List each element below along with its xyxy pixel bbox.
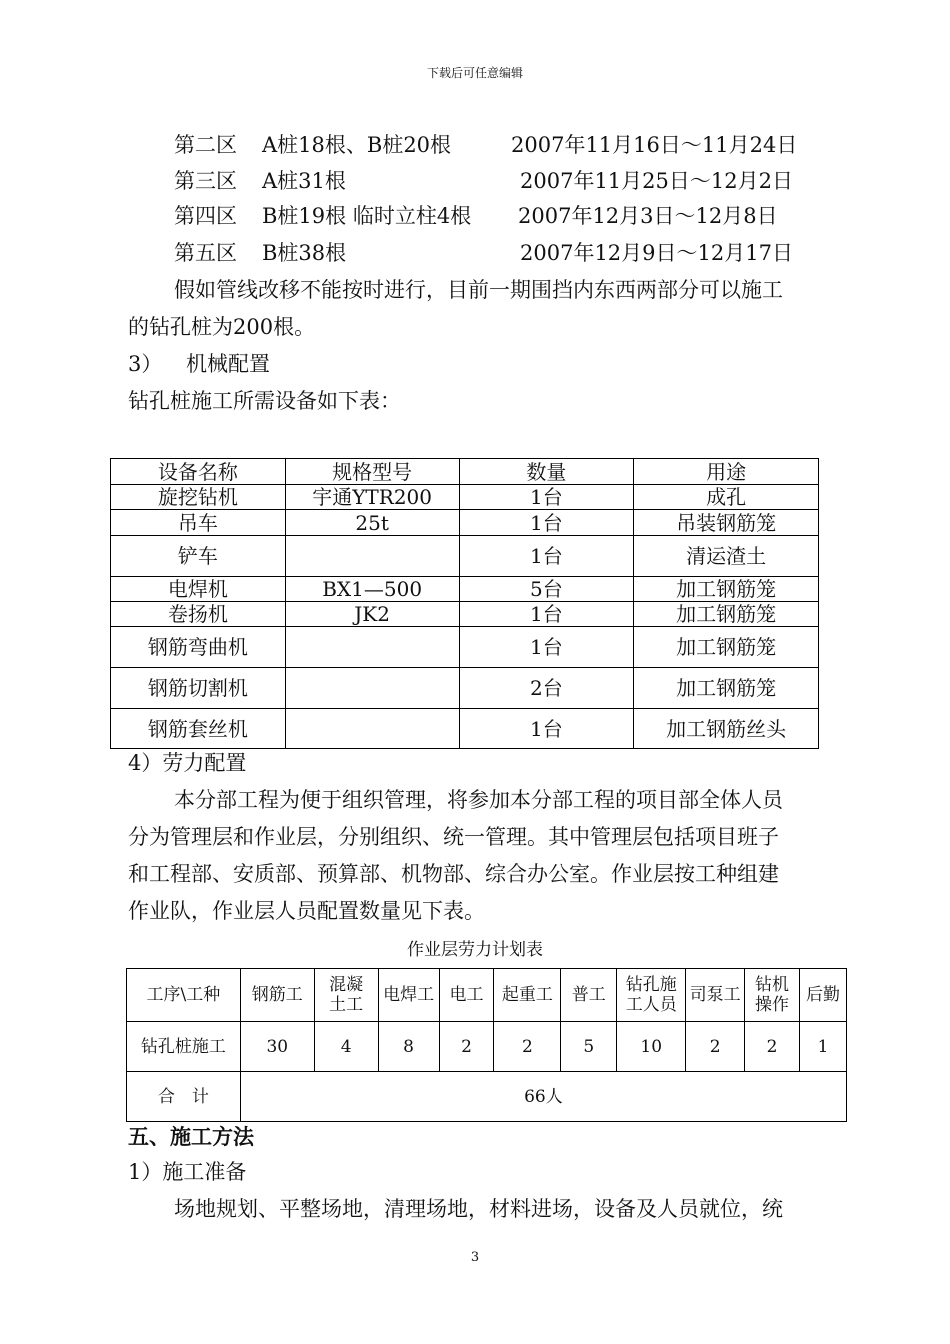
cell: 宇通YTR200 (285, 485, 459, 510)
section-heading (128, 350, 528, 378)
cell: 钢筋弯曲机 (111, 627, 286, 668)
header-text: 钻机 (755, 975, 790, 995)
cell (285, 709, 459, 749)
cell: 加工钢筋丝头 (634, 709, 819, 749)
header-cell (314, 969, 378, 1022)
paragraph-line: 和工程部、安质部、预算部、机物部、综合办公室。作业层按工种组建 (128, 862, 779, 886)
table-header-row (127, 969, 847, 1022)
cell (285, 668, 459, 709)
page-header: 下载后可任意编辑 (426, 66, 523, 80)
header-cell (561, 969, 617, 1022)
header-cell (745, 969, 800, 1022)
cell: 钢筋套丝机 (111, 709, 286, 749)
header-text: 钻孔施 (625, 975, 677, 995)
header-text: 电焊工 (383, 985, 435, 1005)
header-cell (686, 969, 745, 1022)
zone-line (0, 131, 950, 159)
header-cell (127, 969, 241, 1022)
cell: 加工钢筋笼 (634, 627, 819, 668)
cell: 1台 (459, 510, 634, 536)
chapter-heading: 五、施工方法 (128, 1124, 254, 1149)
table-row (111, 577, 819, 602)
header-cell: 用途 (634, 459, 819, 485)
cell: 8 (378, 1022, 439, 1072)
table-row (111, 602, 819, 627)
header-text: 钢筋工 (251, 985, 303, 1005)
cell: 1台 (459, 602, 634, 627)
cell: 钻孔桩施工 (127, 1022, 241, 1072)
cell: 清运渣土 (634, 536, 819, 577)
table-total-row (127, 1072, 847, 1122)
total-value: 66人 (240, 1072, 846, 1122)
table-row (127, 1022, 847, 1072)
cell: 2台 (459, 668, 634, 709)
zone-name: 第二区 (174, 133, 237, 157)
labor-plan-table (126, 968, 847, 1122)
section-number: 3） (128, 352, 163, 376)
cell: BX1—500 (285, 577, 459, 602)
cell: 1 (800, 1022, 847, 1072)
table-row (111, 627, 819, 668)
table-row (111, 668, 819, 709)
table-row (111, 510, 819, 536)
cell: 10 (617, 1022, 686, 1072)
cell: 2 (686, 1022, 745, 1072)
cell (285, 536, 459, 577)
cell: 加工钢筋笼 (634, 668, 819, 709)
cell: 30 (240, 1022, 314, 1072)
zone-piles: A桩18根、B桩20根 (262, 133, 452, 157)
cell: 电焊机 (111, 577, 286, 602)
header-cell: 设备名称 (111, 459, 286, 485)
zone-piles: B桩19根 临时立柱4根 (262, 204, 472, 228)
header-cell (439, 969, 494, 1022)
zone-line (0, 202, 950, 230)
total-label: 合 计 (127, 1072, 241, 1122)
header-cell (378, 969, 439, 1022)
cell: 25t (285, 510, 459, 536)
cell: 卷扬机 (111, 602, 286, 627)
header-cell (800, 969, 847, 1022)
header-cell: 数量 (459, 459, 634, 485)
header-text: 工序\工种 (146, 985, 221, 1005)
paragraph-line: 本分部工程为便于组织管理，将参加本分部工程的项目部全体人员 (174, 788, 783, 812)
table-row (111, 536, 819, 577)
cell: 1台 (459, 627, 634, 668)
zone-name: 第四区 (174, 204, 237, 228)
paragraph-line: 作业队，作业层人员配置数量见下表。 (128, 899, 485, 923)
zone-piles: B桩38根 (262, 241, 347, 265)
cell (285, 627, 459, 668)
header-text: 混凝 (329, 975, 364, 995)
zone-dates: 2007年11月16日～11月24日 (511, 133, 798, 157)
table-row (111, 485, 819, 510)
cell: 钢筋切割机 (111, 668, 286, 709)
header-text: 起重工 (501, 985, 553, 1005)
cell: 吊车 (111, 510, 286, 536)
header-text: 电工 (449, 985, 484, 1005)
table-row (111, 709, 819, 749)
cell: 2 (494, 1022, 561, 1072)
header-cell (494, 969, 561, 1022)
cell: 1台 (459, 485, 634, 510)
zone-dates: 2007年12月9日～12月17日 (520, 241, 793, 265)
header-cell (617, 969, 686, 1022)
cell: 4 (314, 1022, 378, 1072)
header-text: 司泵工 (689, 985, 741, 1005)
zone-dates: 2007年11月25日～12月2日 (520, 169, 793, 193)
header-text: 土工 (329, 995, 364, 1015)
header-text: 普工 (571, 985, 606, 1005)
header-cell (240, 969, 314, 1022)
cell: 2 (745, 1022, 800, 1072)
cell: 成孔 (634, 485, 819, 510)
cell: 铲车 (111, 536, 286, 577)
equipment-intro: 钻孔桩施工所需设备如下表： (128, 389, 401, 413)
cell: 1台 (459, 709, 634, 749)
zone-piles: A桩31根 (262, 169, 346, 193)
header-text: 工人员 (625, 995, 677, 1015)
zone-name: 第五区 (174, 241, 237, 265)
section-heading: 4）劳力配置 (128, 751, 247, 775)
cell: 加工钢筋笼 (634, 602, 819, 627)
header-text: 后勤 (806, 985, 840, 1005)
zone-line (0, 167, 950, 195)
header-text: 操作 (755, 995, 790, 1015)
cell: 5 (561, 1022, 617, 1072)
cell: 2 (439, 1022, 494, 1072)
zone-name: 第三区 (174, 169, 237, 193)
cell: 5台 (459, 577, 634, 602)
table-caption: 作业层劳力计划表 (407, 940, 543, 960)
cell: 吊装钢筋笼 (634, 510, 819, 536)
page-number: 3 (470, 1250, 480, 1265)
paragraph-line: 的钻孔桩为200根。 (128, 315, 316, 339)
zone-line (0, 239, 950, 267)
header-cell: 规格型号 (285, 459, 459, 485)
section-title: 机械配置 (186, 352, 270, 376)
equipment-table (110, 458, 819, 749)
zone-dates: 2007年12月3日～12月8日 (518, 204, 778, 228)
paragraph-line: 分为管理层和作业层，分别组织、统一管理。其中管理层包括项目班子 (128, 825, 779, 849)
cell: 1台 (459, 536, 634, 577)
cell: JK2 (285, 602, 459, 627)
section-heading: 1）施工准备 (128, 1160, 247, 1184)
cell: 旋挖钻机 (111, 485, 286, 510)
paragraph-line: 场地规划、平整场地，清理场地，材料进场，设备及人员就位，统 (174, 1197, 783, 1221)
table-header-row (111, 459, 819, 485)
paragraph-line: 假如管线改移不能按时进行，目前一期围挡内东西两部分可以施工 (174, 278, 783, 302)
cell: 加工钢筋笼 (634, 577, 819, 602)
